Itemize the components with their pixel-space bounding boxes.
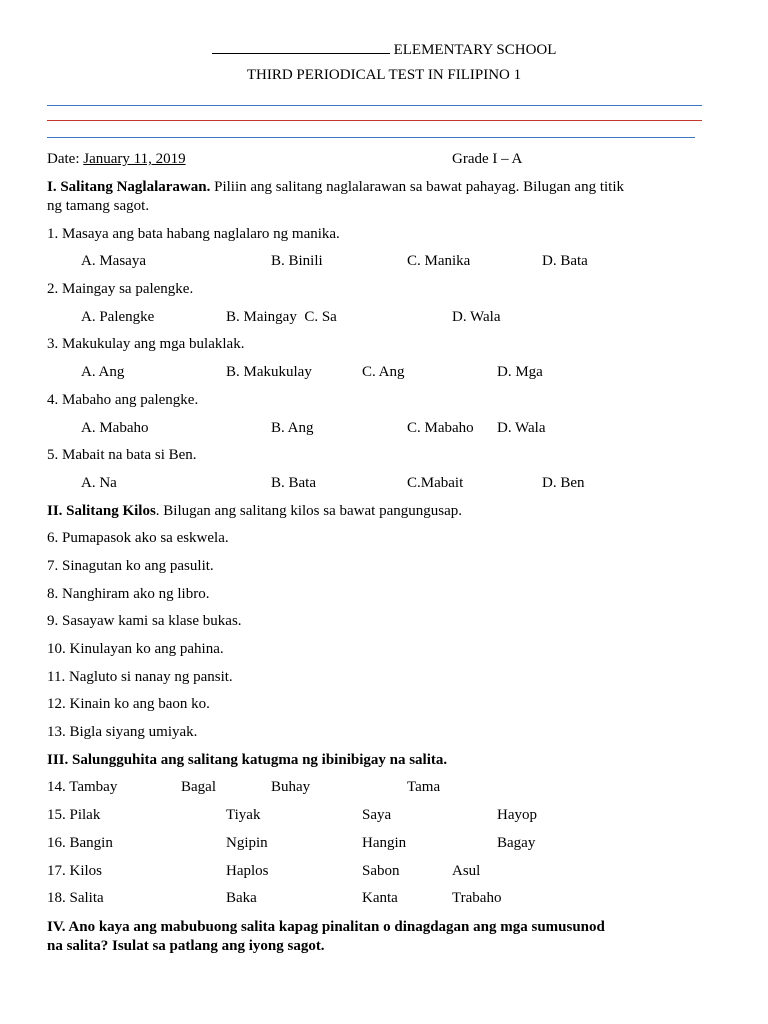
q3-option-c[interactable]: C. Ang (362, 364, 405, 380)
item-14-choice-3[interactable]: Tama (407, 779, 441, 795)
question-3: 3. Makukulay ang mga bulaklak. (47, 336, 245, 352)
q5-option-b[interactable]: B. Bata (271, 475, 316, 491)
item-13[interactable]: 13. Bigla siyang umiyak. (47, 724, 198, 740)
question-2: 2. Maingay sa palengke. (47, 281, 194, 297)
q5-option-d[interactable]: D. Ben (542, 475, 585, 491)
item-16-choice-1[interactable]: Ngipin (226, 835, 268, 851)
item-15-choice-3[interactable]: Hayop (497, 807, 537, 823)
item-10[interactable]: 10. Kinulayan ko ang pahina. (47, 641, 224, 657)
date-line (47, 151, 186, 168)
q1-option-d[interactable]: D. Bata (542, 253, 588, 269)
blue-rule-1 (47, 105, 702, 106)
section1-instruction-1: Piliin ang salitang naglalarawan sa bawat pahayag. Bilugan ang titik (210, 179, 624, 195)
q4-option-a[interactable]: A. Mabaho (81, 420, 149, 436)
item-14-choice-2[interactable]: Buhay (271, 779, 311, 795)
section3-heading: III. Salungguhita ang salitang katugma ng ibinibigay na salita. (47, 752, 448, 768)
question-1: 1. Masaya ang bata habang naglalaro ng manika. (47, 226, 340, 242)
section2-instruction: . Bilugan ang salitang kilos sa bawat pangungusap. (155, 503, 462, 519)
q1-option-c[interactable]: C. Manika (407, 253, 471, 269)
section2-heading: II. Salitang Kilos (47, 503, 156, 519)
q5-option-c[interactable]: C.Mabait (407, 475, 464, 491)
q1-option-a[interactable]: A. Masaya (81, 253, 146, 269)
q3-option-d[interactable]: D. Mga (497, 364, 543, 380)
item-17-word: 17. Kilos (47, 863, 103, 879)
q4-option-b[interactable]: B. Ang (271, 420, 314, 436)
item-8[interactable]: 8. Nanghiram ako ng libro. (47, 586, 210, 602)
question-5: 5. Mabait na bata si Ben. (47, 447, 197, 463)
item-17-choice-2[interactable]: Sabon (362, 863, 400, 879)
item-16-choice-2[interactable]: Hangin (362, 835, 407, 851)
item-11[interactable]: 11. Nagluto si nanay ng pansit. (47, 669, 233, 685)
q2-option-d[interactable]: D. Wala (452, 309, 501, 325)
section4-heading-1: IV. Ano kaya ang mabubuong salita kapag pinalitan o dinagdagan ang mga sumusunod (47, 919, 605, 935)
item-18-choice-1[interactable]: Baka (226, 890, 257, 906)
q2-option-b-c[interactable]: B. Maingay C. Sa (226, 309, 337, 325)
school-line (0, 39, 768, 59)
grade-label: Grade I – A (452, 151, 523, 167)
section4-heading-2: na salita? Isulat sa patlang ang iyong sagot. (47, 938, 325, 954)
item-12[interactable]: 12. Kinain ko ang baon ko. (47, 696, 210, 712)
q5-option-a[interactable]: A. Na (81, 475, 117, 491)
item-14-word: 14. Tambay (47, 779, 118, 795)
section1-heading: I. Salitang Naglalarawan. (47, 179, 211, 195)
item-9[interactable]: 9. Sasayaw kami sa klase bukas. (47, 613, 242, 629)
item-16-word: 16. Bangin (47, 835, 113, 851)
section2-instruction-line (47, 503, 462, 520)
item-16-choice-3[interactable]: Bagay (497, 835, 536, 851)
date-value: January 11, 2019 (83, 151, 186, 167)
item-17-choice-1[interactable]: Haplos (226, 863, 269, 879)
q1-option-b[interactable]: B. Binili (271, 253, 323, 269)
item-6[interactable]: 6. Pumapasok ako sa eskwela. (47, 530, 229, 546)
q4-option-c[interactable]: C. Mabaho (407, 420, 474, 436)
q2-option-a[interactable]: A. Palengke (81, 309, 155, 325)
q3-option-b[interactable]: B. Makukulay (226, 364, 312, 380)
date-label: Date: (47, 151, 80, 167)
item-14-choice-1[interactable]: Bagal (181, 779, 216, 795)
item-15-word: 15. Pilak (47, 807, 101, 823)
school-name-blank[interactable] (212, 39, 390, 54)
question-4: 4. Mabaho ang palengke. (47, 392, 199, 408)
school-label: ELEMENTARY SCHOOL (393, 42, 557, 58)
q4-option-d[interactable]: D. Wala (497, 420, 546, 436)
item-18-choice-2[interactable]: Kanta (362, 890, 398, 906)
item-17-choice-3[interactable]: Asul (452, 863, 481, 879)
section1-instruction-line1 (47, 179, 624, 196)
q3-option-a[interactable]: A. Ang (81, 364, 125, 380)
item-18-word: 18. Salita (47, 890, 104, 906)
item-7[interactable]: 7. Sinagutan ko ang pasulit. (47, 558, 214, 574)
item-15-choice-2[interactable]: Saya (362, 807, 392, 823)
red-rule (47, 120, 702, 121)
item-18-choice-3[interactable]: Trabaho (452, 890, 502, 906)
test-title: THIRD PERIODICAL TEST IN FILIPINO 1 (246, 67, 522, 83)
blue-rule-2 (47, 137, 695, 138)
item-15-choice-1[interactable]: Tiyak (226, 807, 261, 823)
section1-instruction-2: ng tamang sagot. (47, 198, 150, 214)
